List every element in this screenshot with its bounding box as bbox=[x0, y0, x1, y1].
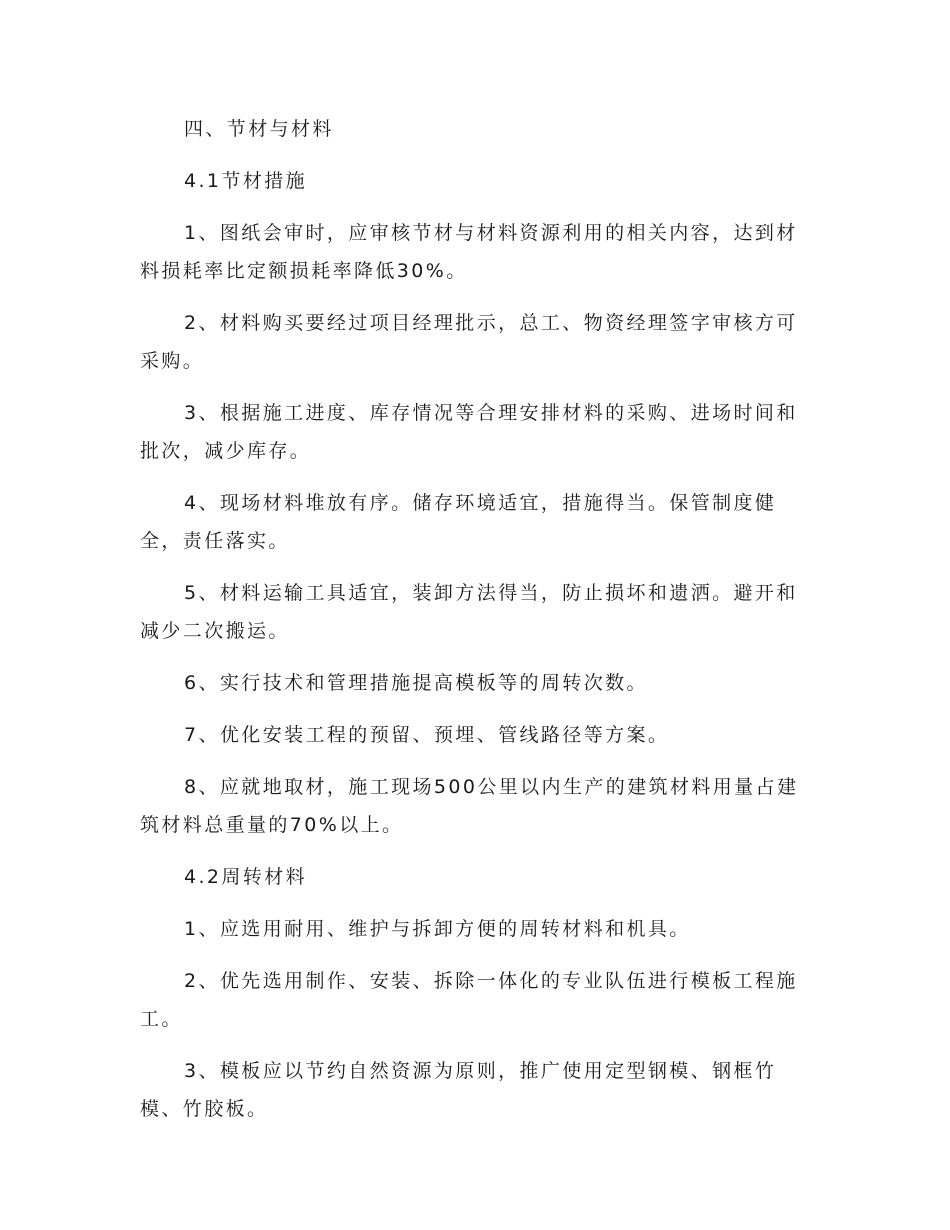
document-body bbox=[140, 110, 810, 1142]
list-item: 5、材料运输工具适宜，装卸方法得当，防止损坏和遗洒。避开和减少二次搬运。 bbox=[140, 582, 798, 642]
list-item: 6、实行技术和管理措施提高模板等的周转次数。 bbox=[184, 672, 648, 694]
section-title: 四、节材与材料 bbox=[184, 118, 334, 140]
list-item: 1、图纸会审时，应审核节材与材料资源利用的相关内容，达到材料损耗率比定额损耗率降低30%。 bbox=[140, 222, 798, 282]
list-item: 2、优先选用制作、安装、拆除一体化的专业队伍进行模板工程施工。 bbox=[140, 970, 798, 1030]
list-item: 3、根据施工进度、库存情况等合理安排材料的采购、进场时间和批次，减少库存。 bbox=[140, 402, 798, 462]
subsection-title-materials-measures: 4.1节材措施 bbox=[184, 170, 308, 192]
list-item: 7、优化安装工程的预留、预埋、管线路径等方案。 bbox=[184, 724, 670, 746]
list-item: 8、应就地取材，施工现场500公里以内生产的建筑材料用量占建筑材料总重量的70%以上。 bbox=[140, 776, 799, 836]
list-item: 1、应选用耐用、维护与拆卸方便的周转材料和机具。 bbox=[184, 918, 691, 940]
list-item: 4、现场材料堆放有序。储存环境适宜，措施得当。保管制度健全，责任落实。 bbox=[140, 492, 777, 552]
list-item: 3、模板应以节约自然资源为原则，推广使用定型钢模、钢框竹模、竹胶板。 bbox=[140, 1060, 777, 1120]
subsection-title-turnover-materials: 4.2周转材料 bbox=[184, 866, 308, 888]
list-item: 2、材料购买要经过项目经理批示，总工、物资经理签字审核方可采购。 bbox=[140, 312, 798, 372]
